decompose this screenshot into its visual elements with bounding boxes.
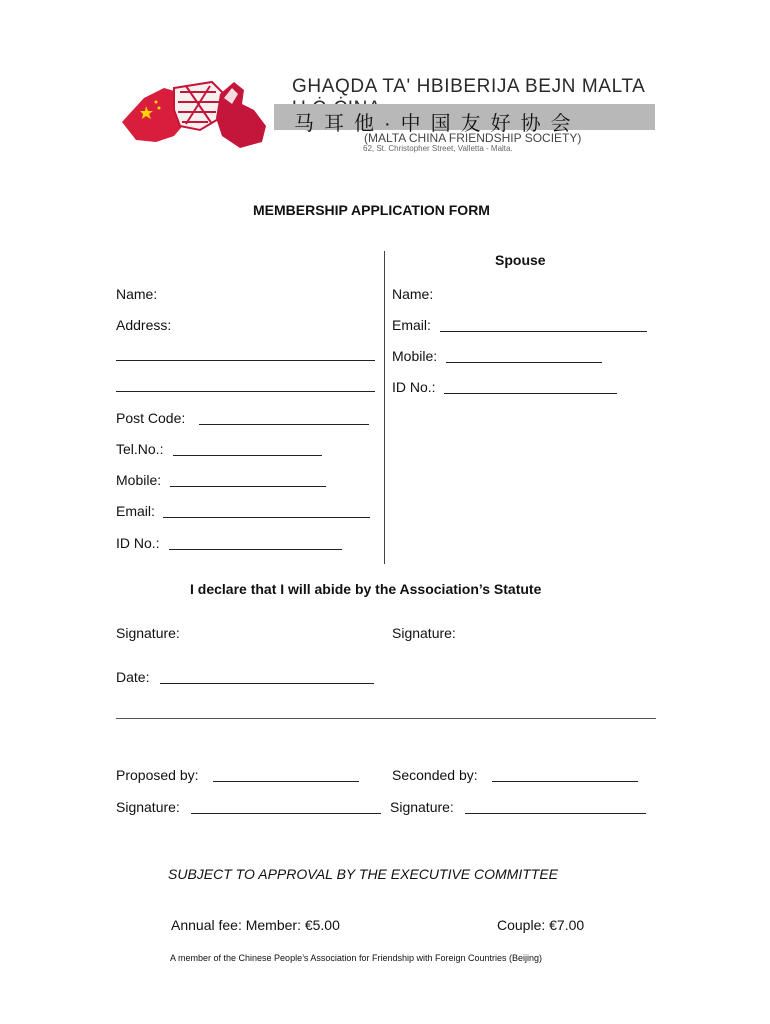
spouse-email-field[interactable] — [440, 331, 647, 332]
mobile-label: Mobile: — [116, 472, 162, 488]
proposer-signature-label: Signature: — [116, 799, 180, 815]
date-field[interactable] — [160, 683, 374, 684]
spouse-heading: Spouse — [495, 252, 546, 268]
id-field[interactable] — [169, 549, 342, 550]
signature-label: Signature: — [116, 625, 180, 641]
tel-label: Tel.No.: — [116, 441, 164, 457]
proposer-signature-field[interactable] — [191, 813, 381, 814]
spouse-name-label: Name: — [392, 286, 434, 302]
seconder-signature-field[interactable] — [465, 813, 646, 814]
proposed-by-field[interactable] — [213, 781, 359, 782]
email-field[interactable] — [163, 517, 370, 518]
fee-member: Annual fee: Member: €5.00 — [171, 917, 340, 933]
spouse-email-label: Email: — [392, 317, 431, 333]
post-code-field[interactable] — [199, 424, 369, 425]
proposed-by-label: Proposed by: — [116, 767, 199, 783]
name-label: Name: — [116, 286, 158, 302]
mobile-field[interactable] — [170, 486, 326, 487]
seconded-by-label: Seconded by: — [392, 767, 478, 783]
chinese-society-name: 马耳他·中国友好协会 — [294, 113, 581, 135]
approval-note: SUBJECT TO APPROVAL BY THE EXECUTIVE COMMITTEE — [168, 866, 559, 882]
spouse-signature-label: Signature: — [392, 625, 456, 641]
english-society-name: (MALTA CHINA FRIENDSHIP SOCIETY) — [364, 131, 582, 145]
form-title: MEMBERSHIP APPLICATION FORM — [253, 202, 490, 218]
declaration: I declare that I will abide by the Association’s Statute — [190, 581, 542, 597]
section-divider — [116, 718, 656, 719]
spouse-mobile-label: Mobile: — [392, 348, 438, 364]
seconder-signature-label: Signature: — [390, 799, 454, 815]
spouse-id-label: ID No.: — [392, 379, 436, 395]
address-label: Address: — [116, 317, 172, 333]
chinese-name-band — [274, 104, 655, 135]
id-label: ID No.: — [116, 535, 160, 551]
society-title: GHAQDA TA' HBIBERIJA BEJN MALTA — [292, 76, 645, 97]
footnote: A member of the Chinese People’s Association for Friendship with Foreign Countries (Beijing) — [170, 953, 543, 963]
society-address: 62, St. Christopher Street, Valletta - Malta. — [363, 144, 513, 153]
email-label: Email: — [116, 503, 155, 519]
friendship-hands-logo — [116, 70, 278, 152]
spouse-id-field[interactable] — [444, 393, 617, 394]
spouse-mobile-field[interactable] — [446, 362, 602, 363]
date-label: Date: — [116, 669, 150, 685]
letterhead — [116, 70, 655, 152]
post-code-label: Post Code: — [116, 410, 186, 426]
address-line-2[interactable] — [116, 391, 375, 392]
address-line-1[interactable] — [116, 360, 375, 361]
tel-field[interactable] — [173, 455, 322, 456]
column-divider — [384, 251, 385, 564]
seconded-by-field[interactable] — [492, 781, 638, 782]
fee-couple: Couple: €7.00 — [497, 917, 585, 933]
